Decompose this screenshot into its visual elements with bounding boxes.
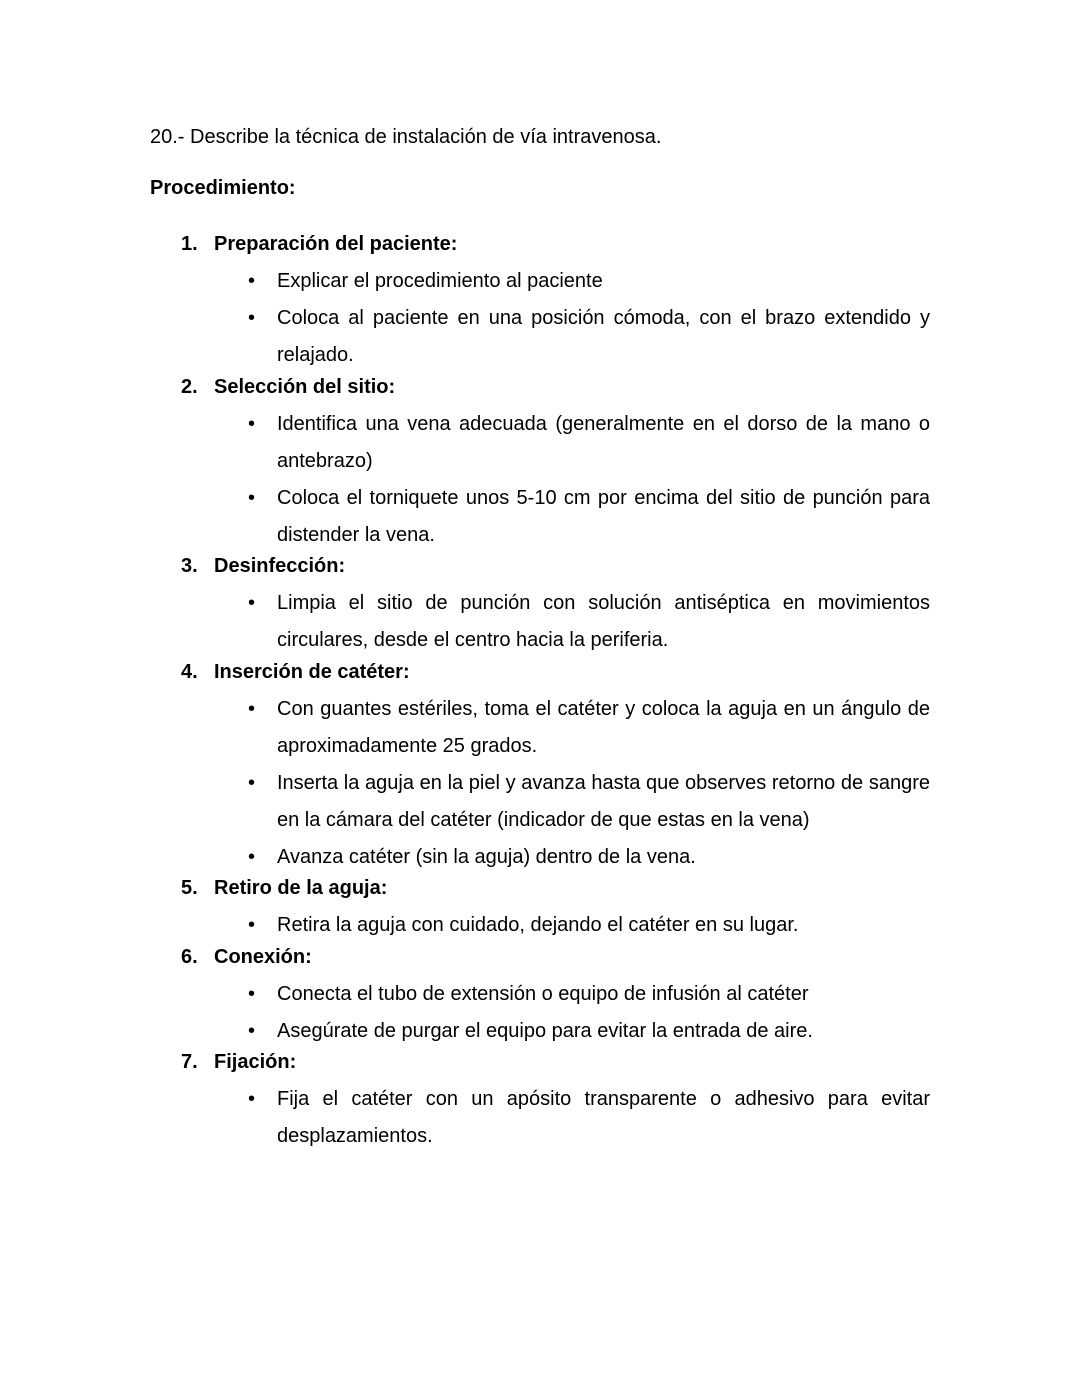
step-heading [150, 1044, 930, 1081]
procedure-step [150, 548, 930, 659]
list-item [150, 480, 930, 554]
bullet-text: Inserta la aguja en la piel y avanza hasta que observes retorno de sangre en la cámara del catéter (indicador de que estas en la vena) [277, 771, 930, 831]
document-page [150, 124, 930, 1155]
step-number: 4. [181, 660, 198, 683]
bullet-text: Explicar el procedimiento al paciente [277, 270, 603, 292]
bullet-icon: • [248, 486, 256, 509]
step-heading [150, 654, 930, 691]
bullet-icon: • [248, 412, 256, 435]
step-heading [150, 369, 930, 406]
step-title: Fijación: [214, 1051, 297, 1073]
bullet-text: Avanza catéter (sin la aguja) dentro de la vena. [277, 845, 696, 868]
procedure-steps-list [150, 226, 930, 1155]
list-item [150, 765, 930, 839]
procedure-step [150, 226, 930, 374]
procedure-step [150, 870, 930, 944]
bullet-icon: • [248, 1019, 256, 1042]
step-bullet-list [150, 406, 930, 554]
step-number: 5. [181, 877, 198, 899]
step-bullet-list [150, 691, 930, 876]
step-bullet-list [150, 585, 930, 659]
bullet-text: Fija el catéter con un apósito transparente o adhesivo para evitar desplazamientos. [277, 1088, 930, 1147]
question-title: 20.- Describe la técnica de instalación de vía intravenosa. [150, 126, 662, 148]
step-title: Preparación del paciente: [214, 233, 458, 255]
bullet-icon: • [248, 697, 256, 720]
step-heading [150, 870, 930, 907]
procedure-heading: Procedimiento: [150, 177, 296, 199]
bullet-icon: • [248, 845, 256, 868]
bullet-text: Con guantes estériles, toma el catéter y coloca la aguja en un ángulo de aproximadamente 25 grados. [277, 697, 930, 757]
procedure-step [150, 1044, 930, 1155]
bullet-icon: • [248, 771, 256, 794]
list-item [150, 406, 930, 480]
bullet-text: Asegúrate de purgar el equipo para evitar la entrada de aire. [277, 1019, 813, 1042]
list-item [150, 976, 930, 1013]
step-heading [150, 548, 930, 585]
bullet-icon: • [248, 982, 256, 1005]
list-item [150, 300, 930, 374]
bullet-icon: • [248, 914, 256, 936]
bullet-text: Conecta el tubo de extensión o equipo de infusión al catéter [277, 982, 809, 1005]
step-title: Selección del sitio: [214, 375, 396, 398]
step-bullet-list [150, 1081, 930, 1155]
bullet-icon: • [248, 307, 256, 329]
step-heading [150, 939, 930, 976]
step-bullet-list [150, 976, 930, 1050]
procedure-step [150, 939, 930, 1050]
procedure-step [150, 369, 930, 554]
step-number: 2. [181, 375, 198, 398]
list-item [150, 1081, 930, 1155]
bullet-text: Limpia el sitio de punción con solución antiséptica en movimientos circulares, desde el centro hacia la periferia. [277, 592, 930, 651]
step-title: Conexión: [214, 945, 312, 968]
step-title: Desinfección: [214, 555, 346, 577]
bullet-icon: • [248, 270, 256, 292]
step-title: Retiro de la aguja: [214, 877, 388, 899]
step-title: Inserción de catéter: [214, 660, 410, 683]
bullet-text: Identifica una vena adecuada (generalmente en el dorso de la mano o antebrazo) [277, 412, 930, 472]
step-number: 1. [181, 233, 198, 255]
step-number: 7. [181, 1051, 198, 1073]
step-bullet-list [150, 263, 930, 374]
bullet-text: Retira la aguja con cuidado, dejando el catéter en su lugar. [277, 914, 799, 936]
step-number: 6. [181, 945, 198, 968]
bullet-icon: • [248, 1088, 256, 1110]
step-number: 3. [181, 555, 198, 577]
list-item [150, 691, 930, 765]
procedure-step [150, 654, 930, 876]
list-item [150, 263, 930, 300]
bullet-text: Coloca al paciente en una posición cómoda, con el brazo extendido y relajado. [277, 307, 930, 366]
bullet-text: Coloca el torniquete unos 5-10 cm por encima del sitio de punción para distender la vena. [277, 486, 930, 546]
bullet-icon: • [248, 592, 256, 614]
list-item [150, 585, 930, 659]
step-heading [150, 226, 930, 263]
